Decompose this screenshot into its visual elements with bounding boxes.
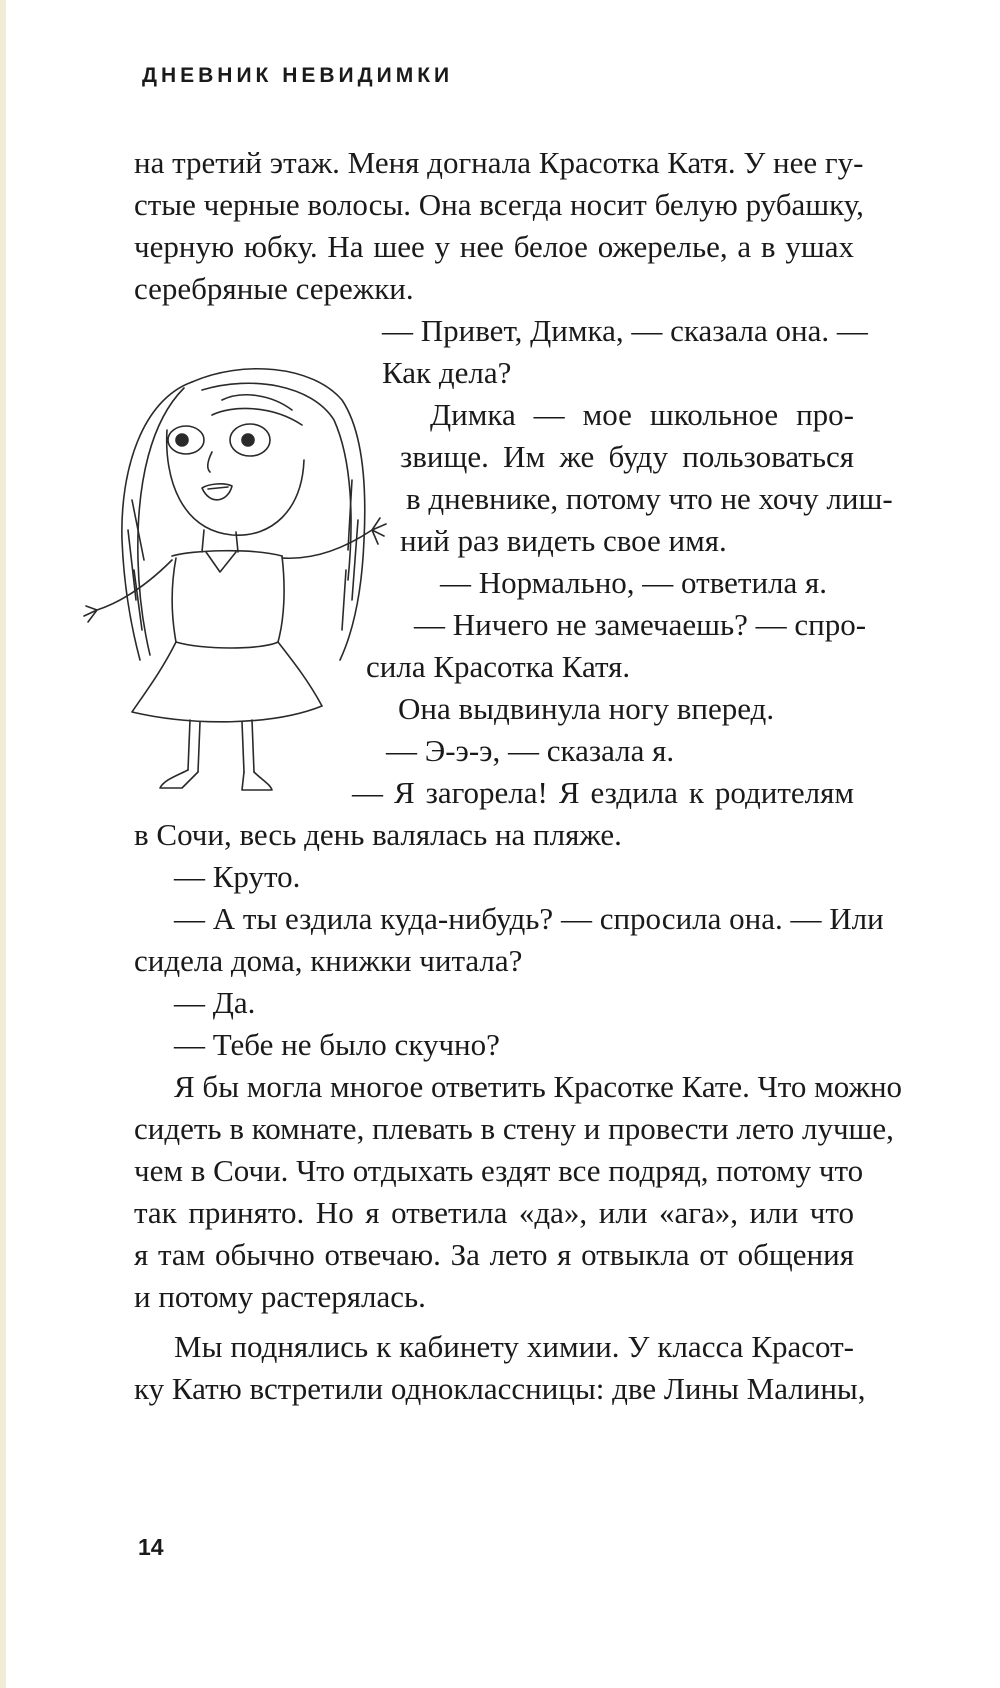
- page-number: 14: [138, 1534, 164, 1560]
- text-line: — А ты ездила куда-нибудь? — спросила она. — Или: [174, 901, 884, 936]
- text-line: я там обычно отвечаю. За лето я отвыкла от общения: [134, 1237, 854, 1272]
- text-line: — Э-э-э, — сказала я.: [386, 733, 675, 768]
- text-line: Димка — мое школьное про-: [430, 397, 854, 432]
- text-line: ку Катю встретили одноклассницы: две Лины Малины,: [134, 1371, 866, 1406]
- text-line: — Тебе не было скучно?: [174, 1027, 500, 1062]
- text-line: в дневнике, потому что не хочу лиш-: [406, 481, 893, 516]
- text-line: Как дела?: [382, 355, 512, 390]
- text-line: — Я загорела! Я ездила к родителям: [352, 775, 854, 810]
- text-line: Я бы могла многое ответить Красотке Кате. Что можно: [174, 1069, 903, 1104]
- text-line: на третий этаж. Меня догнала Красотка Катя. У нее гу-: [134, 145, 864, 180]
- text-line: Она выдвинула ногу вперед.: [398, 691, 775, 726]
- text-line: черную юбку. На шее у нее белое ожерелье, а в ушах: [134, 229, 854, 264]
- text-line: звище. Им же буду пользоваться: [400, 439, 854, 474]
- text-line: ний раз видеть свое имя.: [400, 523, 727, 558]
- text-line: стые черные волосы. Она всегда носит белую рубашку,: [134, 187, 864, 222]
- text-line: и потому растерялась.: [134, 1279, 426, 1314]
- text-line: Мы поднялись к кабинету химии. У класса Красот-: [174, 1329, 854, 1364]
- text-line: — Привет, Димка, — сказала она. —: [382, 313, 868, 348]
- girl-drawing-icon: [72, 360, 412, 830]
- running-head: ДНЕВНИК НЕВИДИМКИ: [142, 64, 454, 87]
- text-line: сидела дома, книжки читала?: [134, 943, 523, 978]
- text-line: сидеть в комнате, плевать в стену и провести лето лучше,: [134, 1111, 894, 1146]
- text-line: в Сочи, весь день валялась на пляже.: [134, 817, 622, 852]
- text-line: — Ничего не замечаешь? — спро-: [414, 607, 867, 642]
- text-line: сила Красотка Катя.: [366, 649, 631, 684]
- text-line: серебряные сережки.: [134, 271, 414, 306]
- text-line: так принято. Но я ответила «да», или «ага», или что: [134, 1195, 854, 1230]
- page-edge: [0, 0, 6, 1688]
- text-line: — Нормально, — ответила я.: [440, 565, 828, 600]
- text-line: — Да.: [174, 985, 256, 1020]
- text-line: — Круто.: [174, 859, 301, 894]
- text-line: чем в Сочи. Что отдыхать ездят все подряд, потому что: [134, 1153, 864, 1188]
